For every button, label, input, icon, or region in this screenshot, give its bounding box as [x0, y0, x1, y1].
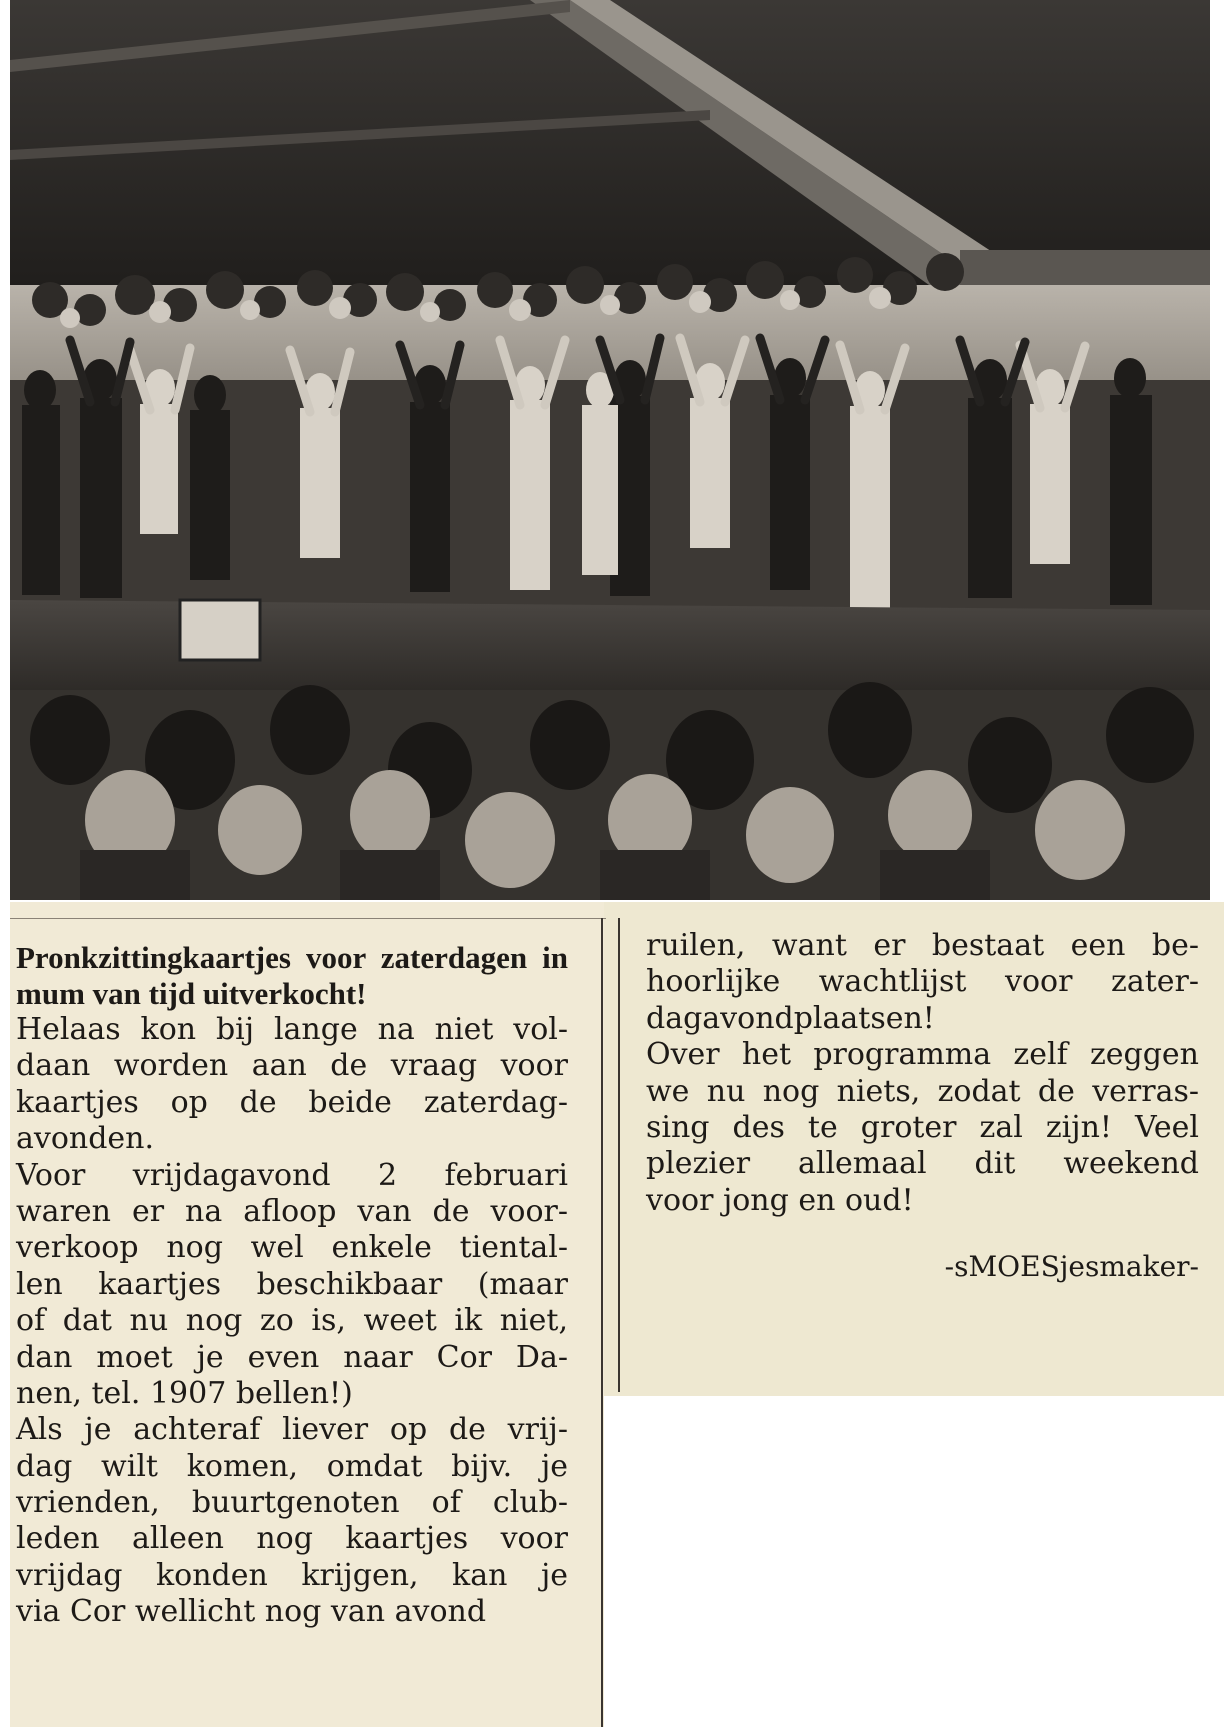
text-line: via Cor wellicht nog van avond	[16, 1594, 487, 1630]
text-line: sing des te groter zal zijn! Veel	[646, 1109, 1199, 1145]
text-line: of dat nu nog zo is, weet ik niet,	[16, 1303, 568, 1339]
text-line: dag wilt komen, omdat bijv. je	[16, 1448, 568, 1484]
article-signature: -sMOESjesmaker-	[944, 1250, 1199, 1284]
text-line: leden alleen nog kaartjes voor	[16, 1521, 568, 1557]
column-divider-left	[601, 918, 603, 1727]
text-line: len kaartjes beschikbaar (maar	[16, 1266, 568, 1302]
text-line: nen, tel. 1907 bellen!)	[16, 1375, 353, 1411]
text-line: kaartjes op de beide zaterdag-	[16, 1084, 568, 1120]
stage-performance-photo	[10, 0, 1210, 900]
text-line: dan moet je even naar Cor Da-	[16, 1339, 568, 1375]
article-left-column	[16, 940, 568, 1631]
text-line: Helaas kon bij lange na niet vol-	[16, 1012, 568, 1047]
article-body-left	[16, 1012, 568, 1631]
text-line: Voor vrijdagavond 2 februari	[16, 1157, 568, 1193]
text-line: daan worden aan de vraag voor	[16, 1048, 568, 1084]
text-line: ruilen, want er bestaat een be-	[646, 928, 1199, 963]
photo-illustration	[10, 0, 1210, 900]
text-line: voor jong en oud!	[646, 1182, 914, 1218]
text-line: Als je achteraf liever op de vrij-	[16, 1412, 568, 1448]
article-body-right	[646, 928, 1199, 1219]
article-headline: Pronkzittingkaartjes voor zaterdagen in mum van tijd uitverkocht!	[16, 940, 568, 1011]
text-line: waren er na afloop van de voor-	[16, 1193, 568, 1229]
column-divider-right	[618, 918, 620, 1392]
text-line: verkoop nog wel enkele tiental-	[16, 1230, 568, 1266]
text-line: vrijdag konden krijgen, kan je	[16, 1557, 568, 1593]
top-rule	[10, 918, 606, 919]
article-right-column	[646, 928, 1199, 1285]
text-line: Over het programma zelf zeggen	[646, 1037, 1199, 1073]
text-line: vrienden, buurtgenoten of club-	[16, 1485, 568, 1521]
text-line: avonden.	[16, 1121, 155, 1157]
text-line: dagavondplaatsen!	[646, 1000, 935, 1036]
text-line: hoorlijke wachtlijst voor zater-	[646, 964, 1199, 1000]
text-line: we nu nog niets, zodat de verras-	[646, 1073, 1199, 1109]
text-line: plezier allemaal dit weekend	[646, 1146, 1199, 1182]
